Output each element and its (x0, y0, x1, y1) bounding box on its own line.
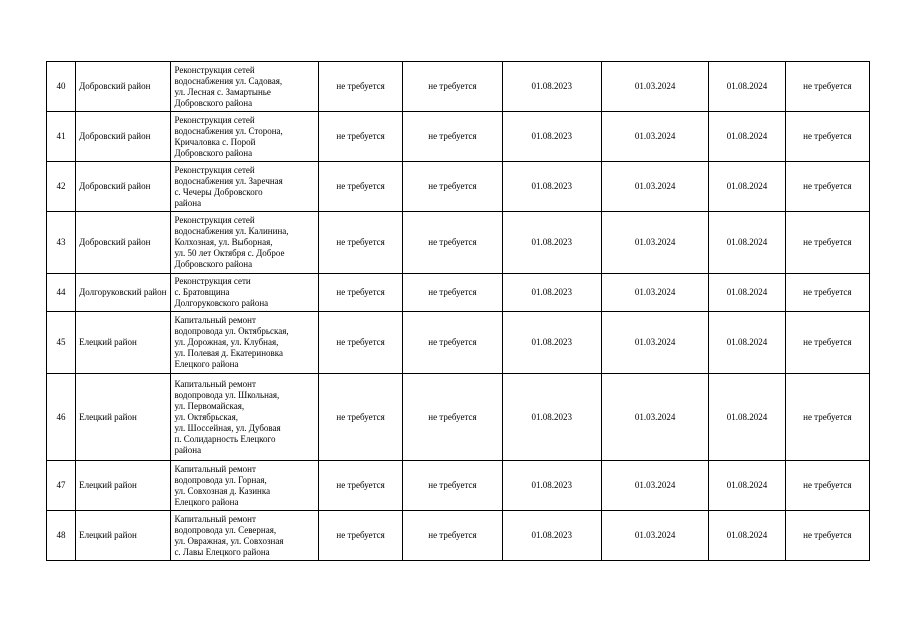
project-description-cell: Реконструкция сетей водоснабжения ул. Сторона, Кричаловка с. Порой Добровского района (171, 112, 319, 162)
date-cell: 01.03.2024 (601, 112, 708, 162)
requirement-cell: не требуется (785, 212, 869, 274)
requirement-cell: не требуется (318, 274, 402, 312)
date-cell: 01.08.2024 (709, 312, 785, 374)
date-cell: 01.08.2024 (709, 461, 785, 511)
projects-table (46, 61, 870, 561)
district-cell: Добровский район (76, 62, 171, 112)
requirement-cell: не требуется (318, 62, 402, 112)
table-row (47, 162, 870, 212)
requirement-cell: не требуется (403, 274, 502, 312)
date-cell: 01.08.2023 (502, 461, 601, 511)
date-cell: 01.03.2024 (601, 274, 708, 312)
table-row (47, 62, 870, 112)
date-cell: 01.08.2023 (502, 162, 601, 212)
row-number: 47 (47, 461, 76, 511)
row-number: 44 (47, 274, 76, 312)
table-row (47, 374, 870, 461)
requirement-cell: не требуется (785, 374, 869, 461)
table-row (47, 274, 870, 312)
district-cell: Елецкий район (76, 374, 171, 461)
table-row (47, 212, 870, 274)
district-cell: Добровский район (76, 162, 171, 212)
table-row (47, 511, 870, 561)
project-description-cell: Капитальный ремонт водопровода ул. Горная, ул. Совхозная д. Казинка Елецкого района (171, 461, 319, 511)
requirement-cell: не требуется (785, 274, 869, 312)
project-description-cell: Реконструкция сетей водоснабжения ул. Заречная с. Чечеры Добровского района (171, 162, 319, 212)
requirement-cell: не требуется (785, 162, 869, 212)
district-cell: Елецкий район (76, 461, 171, 511)
date-cell: 01.03.2024 (601, 212, 708, 274)
requirement-cell: не требуется (318, 312, 402, 374)
project-description-cell: Реконструкция сетей водоснабжения ул. Садовая, ул. Лесная с. Замартынье Добровского района (171, 62, 319, 112)
row-number: 46 (47, 374, 76, 461)
project-description-cell: Капитальный ремонт водопровода ул. Октябрьская, ул. Дорожная, ул. Клубная, ул. Полевая д. Екатериновка Елецкого района (171, 312, 319, 374)
requirement-cell: не требуется (318, 461, 402, 511)
date-cell: 01.03.2024 (601, 312, 708, 374)
date-cell: 01.08.2024 (709, 374, 785, 461)
date-cell: 01.08.2023 (502, 274, 601, 312)
requirement-cell: не требуется (403, 511, 502, 561)
district-cell: Добровский район (76, 212, 171, 274)
requirement-cell: не требуется (318, 112, 402, 162)
date-cell: 01.03.2024 (601, 461, 708, 511)
date-cell: 01.08.2024 (709, 162, 785, 212)
requirement-cell: не требуется (403, 112, 502, 162)
row-number: 45 (47, 312, 76, 374)
requirement-cell: не требуется (785, 62, 869, 112)
project-description-cell: Капитальный ремонт водопровода ул. Северная, ул. Овражная, ул. Совхозная с. Лавы Елецкого района (171, 511, 319, 561)
date-cell: 01.08.2024 (709, 112, 785, 162)
date-cell: 01.08.2023 (502, 511, 601, 561)
date-cell: 01.08.2023 (502, 112, 601, 162)
date-cell: 01.08.2024 (709, 274, 785, 312)
requirement-cell: не требуется (403, 162, 502, 212)
date-cell: 01.03.2024 (601, 511, 708, 561)
requirement-cell: не требуется (318, 162, 402, 212)
table-row (47, 461, 870, 511)
row-number: 40 (47, 62, 76, 112)
date-cell: 01.03.2024 (601, 62, 708, 112)
date-cell: 01.08.2023 (502, 62, 601, 112)
date-cell: 01.03.2024 (601, 162, 708, 212)
requirement-cell: не требуется (785, 112, 869, 162)
project-description-cell: Реконструкция сети с. Братовщина Долгоруковского района (171, 274, 319, 312)
project-description-cell: Капитальный ремонт водопровода ул. Школьная, ул. Первомайская, ул. Октябрьская, ул. Шоссейная, ул. Дубовая п. Солидарность Елецкого района (171, 374, 319, 461)
date-cell: 01.03.2024 (601, 374, 708, 461)
row-number: 48 (47, 511, 76, 561)
date-cell: 01.08.2023 (502, 374, 601, 461)
requirement-cell: не требуется (318, 374, 402, 461)
requirement-cell: не требуется (785, 312, 869, 374)
date-cell: 01.08.2023 (502, 312, 601, 374)
requirement-cell: не требуется (785, 511, 869, 561)
district-cell: Добровский район (76, 112, 171, 162)
district-cell: Елецкий район (76, 312, 171, 374)
row-number: 43 (47, 212, 76, 274)
date-cell: 01.08.2024 (709, 62, 785, 112)
project-description-cell: Реконструкция сетей водоснабжения ул. Калинина, Колхозная, ул. Выборная, ул. 50 лет Октября с. Доброе Добровского района (171, 212, 319, 274)
requirement-cell: не требуется (785, 461, 869, 511)
requirement-cell: не требуется (403, 62, 502, 112)
requirement-cell: не требуется (318, 511, 402, 561)
row-number: 42 (47, 162, 76, 212)
requirement-cell: не требуется (403, 312, 502, 374)
date-cell: 01.08.2024 (709, 511, 785, 561)
requirement-cell: не требуется (318, 212, 402, 274)
table-row (47, 312, 870, 374)
requirement-cell: не требуется (403, 212, 502, 274)
requirement-cell: не требуется (403, 374, 502, 461)
table-row (47, 112, 870, 162)
date-cell: 01.08.2023 (502, 212, 601, 274)
district-cell: Долгоруковский район (76, 274, 171, 312)
table-body (47, 62, 870, 561)
requirement-cell: не требуется (403, 461, 502, 511)
row-number: 41 (47, 112, 76, 162)
district-cell: Елецкий район (76, 511, 171, 561)
date-cell: 01.08.2024 (709, 212, 785, 274)
